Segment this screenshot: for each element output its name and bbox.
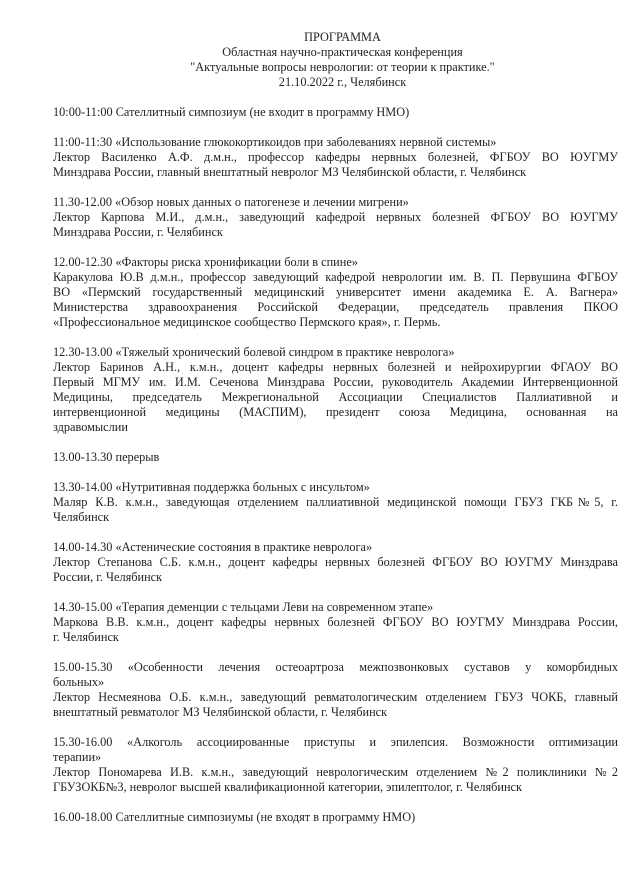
session-title <box>53 540 618 555</box>
program-line: ГБУЗОКБ№3, невролог высшей квалификационной категории, эпилептолог, г. Челябинск <box>53 780 522 794</box>
session-speaker <box>53 495 618 525</box>
program-line: 13.00-13.30 перерыв <box>53 450 160 464</box>
program-line: Лектор Пономарева И.В. к.м.н., заведующий неврологическим отделением №2 поликлиники №2 <box>53 765 618 779</box>
program-line: ВО «Пермский государственный медицинский университет имени академика Е. А. Вагнера» <box>53 285 618 299</box>
program-line: Министерства здравоохранения Российской Федерации, председатель правления ПКОО <box>53 300 618 314</box>
program-line: Лектор Василенко А.Ф. д.м.н., профессор кафедры нервных болезней, ФГБОУ ВО ЮУГМУ <box>53 150 618 164</box>
block-satellite-symposium-morning <box>53 105 618 120</box>
program-line: терапии» <box>53 750 102 764</box>
block-lecture-asthenic-states <box>53 540 618 585</box>
block-lecture-migraine <box>53 195 618 240</box>
session-speaker <box>53 615 618 645</box>
session-title <box>53 135 618 150</box>
session-speaker <box>53 270 618 330</box>
block-lecture-nutritional-support <box>53 480 618 525</box>
session-speaker <box>53 360 618 435</box>
block-lecture-chronic-pain-syndrome <box>53 345 618 435</box>
program-line: «Профессиональное медицинское сообщество Пермского края», г. Пермь. <box>53 315 441 329</box>
session-speaker <box>53 765 618 795</box>
program-line: Маляр К.В. к.м.н., заведующая отделением паллиативной медицинской помощи ГБУЗ ГКБ№5, г. <box>53 495 618 509</box>
program-line: 16.00-18.00 Сателлитные симпозиумы (не входят в программу НМО) <box>53 810 416 824</box>
program-line: 12.30-13.00 «Тяжелый хронический болевой синдром в практике невролога» <box>53 345 455 359</box>
session-title <box>53 345 618 360</box>
program-line: 13.30-14.00 «Нутритивная поддержка больных с инсультом» <box>53 480 370 494</box>
block-lecture-back-pain <box>53 255 618 330</box>
session-title <box>53 600 618 615</box>
conference-type: Областная научно-практическая конференция <box>222 45 463 59</box>
program-line: 14.30-15.00 «Терапия деменции с тельцами Леви на современном этапе» <box>53 600 434 614</box>
program-line: Минздрава России, г. Челябинск <box>53 225 223 239</box>
block-break <box>53 450 618 465</box>
program-line: 15.30-16.00 «Алкоголь ассоциированные приступы и эпилепсия. Возможности оптимизации <box>53 735 618 749</box>
program-line: г. Челябинск <box>53 630 119 644</box>
program-line: 14.00-14.30 «Астенические состояния в практике невролога» <box>53 540 373 554</box>
program-line: внештатный ревматолог МЗ Челябинской области, г. Челябинск <box>53 705 388 719</box>
session-title <box>53 660 618 690</box>
program-line: Маркова В.В. к.м.н., доцент кафедры нервных болезней ФГБОУ ВО ЮУГМУ Минздрава России, <box>53 615 618 629</box>
program-line: Лектор Карпова М.И., д.м.н., заведующий кафедрой нервных болезней ФГБОУ ВО ЮУГМУ <box>53 210 618 224</box>
program-line: Лектор Степанова С.Б. к.м.н., доцент кафедры нервных болезней ФГБОУ ВО ЮУГМУ Минздрава <box>53 555 618 569</box>
schedule <box>53 105 618 825</box>
program-line: Медицины, председатель Межрегиональной Ассоциации Специалистов Паллиативной и <box>53 390 618 404</box>
document-title: ПРОГРАММА <box>304 30 381 44</box>
session-title <box>53 255 618 270</box>
document-header <box>53 30 618 90</box>
program-line: 10:00-11:00 Сателлитный симпозиум (не входит в программу НМО) <box>53 105 410 119</box>
program-line: Лектор Несмеянова О.Б. к.м.н., заведующий ревматологическим отделением ГБУЗ ЧОКБ, главный <box>53 690 618 704</box>
conference-date-city: 21.10.2022 г., Челябинск <box>278 75 407 89</box>
session-title <box>53 480 618 495</box>
program-line: Челябинск <box>53 510 110 524</box>
conference-name: "Актуальные вопросы неврологии: от теории к практике." <box>190 60 495 74</box>
session-speaker <box>53 690 618 720</box>
block-lecture-lewy-body-dementia <box>53 600 618 645</box>
program-line: 12.00-12.30 «Факторы риска хронификации боли в спине» <box>53 255 358 269</box>
session-speaker <box>53 210 618 240</box>
block-lecture-glucocorticoids <box>53 135 618 180</box>
session-title <box>53 735 618 765</box>
program-line: здравомыслии <box>53 420 128 434</box>
program-line: России, г. Челябинск <box>53 570 163 584</box>
program-line: 15.00-15.30 «Особенности лечения остеоартроза межпозвонковых суставов у коморбидных <box>53 660 618 674</box>
block-satellite-symposia-evening <box>53 810 618 825</box>
session-title <box>53 810 618 825</box>
program-line: 11.30-12.00 «Обзор новых данных о патогенезе и лечении мигрени» <box>53 195 409 209</box>
program-line: Минздрава России, главный внештатный невролог МЗ Челябинской области, г. Челябинск <box>53 165 527 179</box>
session-speaker <box>53 150 618 180</box>
block-lecture-alcohol-epilepsy <box>53 735 618 795</box>
block-lecture-osteoarthrosis <box>53 660 618 720</box>
program-line: 11:00-11:30 «Использование глюкокортикоидов при заболеваниях нервной системы» <box>53 135 497 149</box>
session-title <box>53 195 618 210</box>
program-line: интервенционной медицины (МАСПИМ), президент союза Медицина, основанная на <box>53 405 618 419</box>
program-line: Каракулова Ю.В д.м.н., профессор заведующий кафедрой неврологии им. В. П. Первушина ФГБОУ <box>53 270 618 284</box>
program-line: Первый МГМУ им. И.М. Сеченова Минздрава России, руководитель Академии Интервенционной <box>53 375 618 389</box>
session-title <box>53 450 618 465</box>
program-line: Лектор Баринов А.Н., к.м.н., доцент кафедры нервных болезней и нейрохирургии ФГАОУ ВО <box>53 360 618 374</box>
session-title <box>53 105 618 120</box>
session-speaker <box>53 555 618 585</box>
program-line: больных» <box>53 675 105 689</box>
